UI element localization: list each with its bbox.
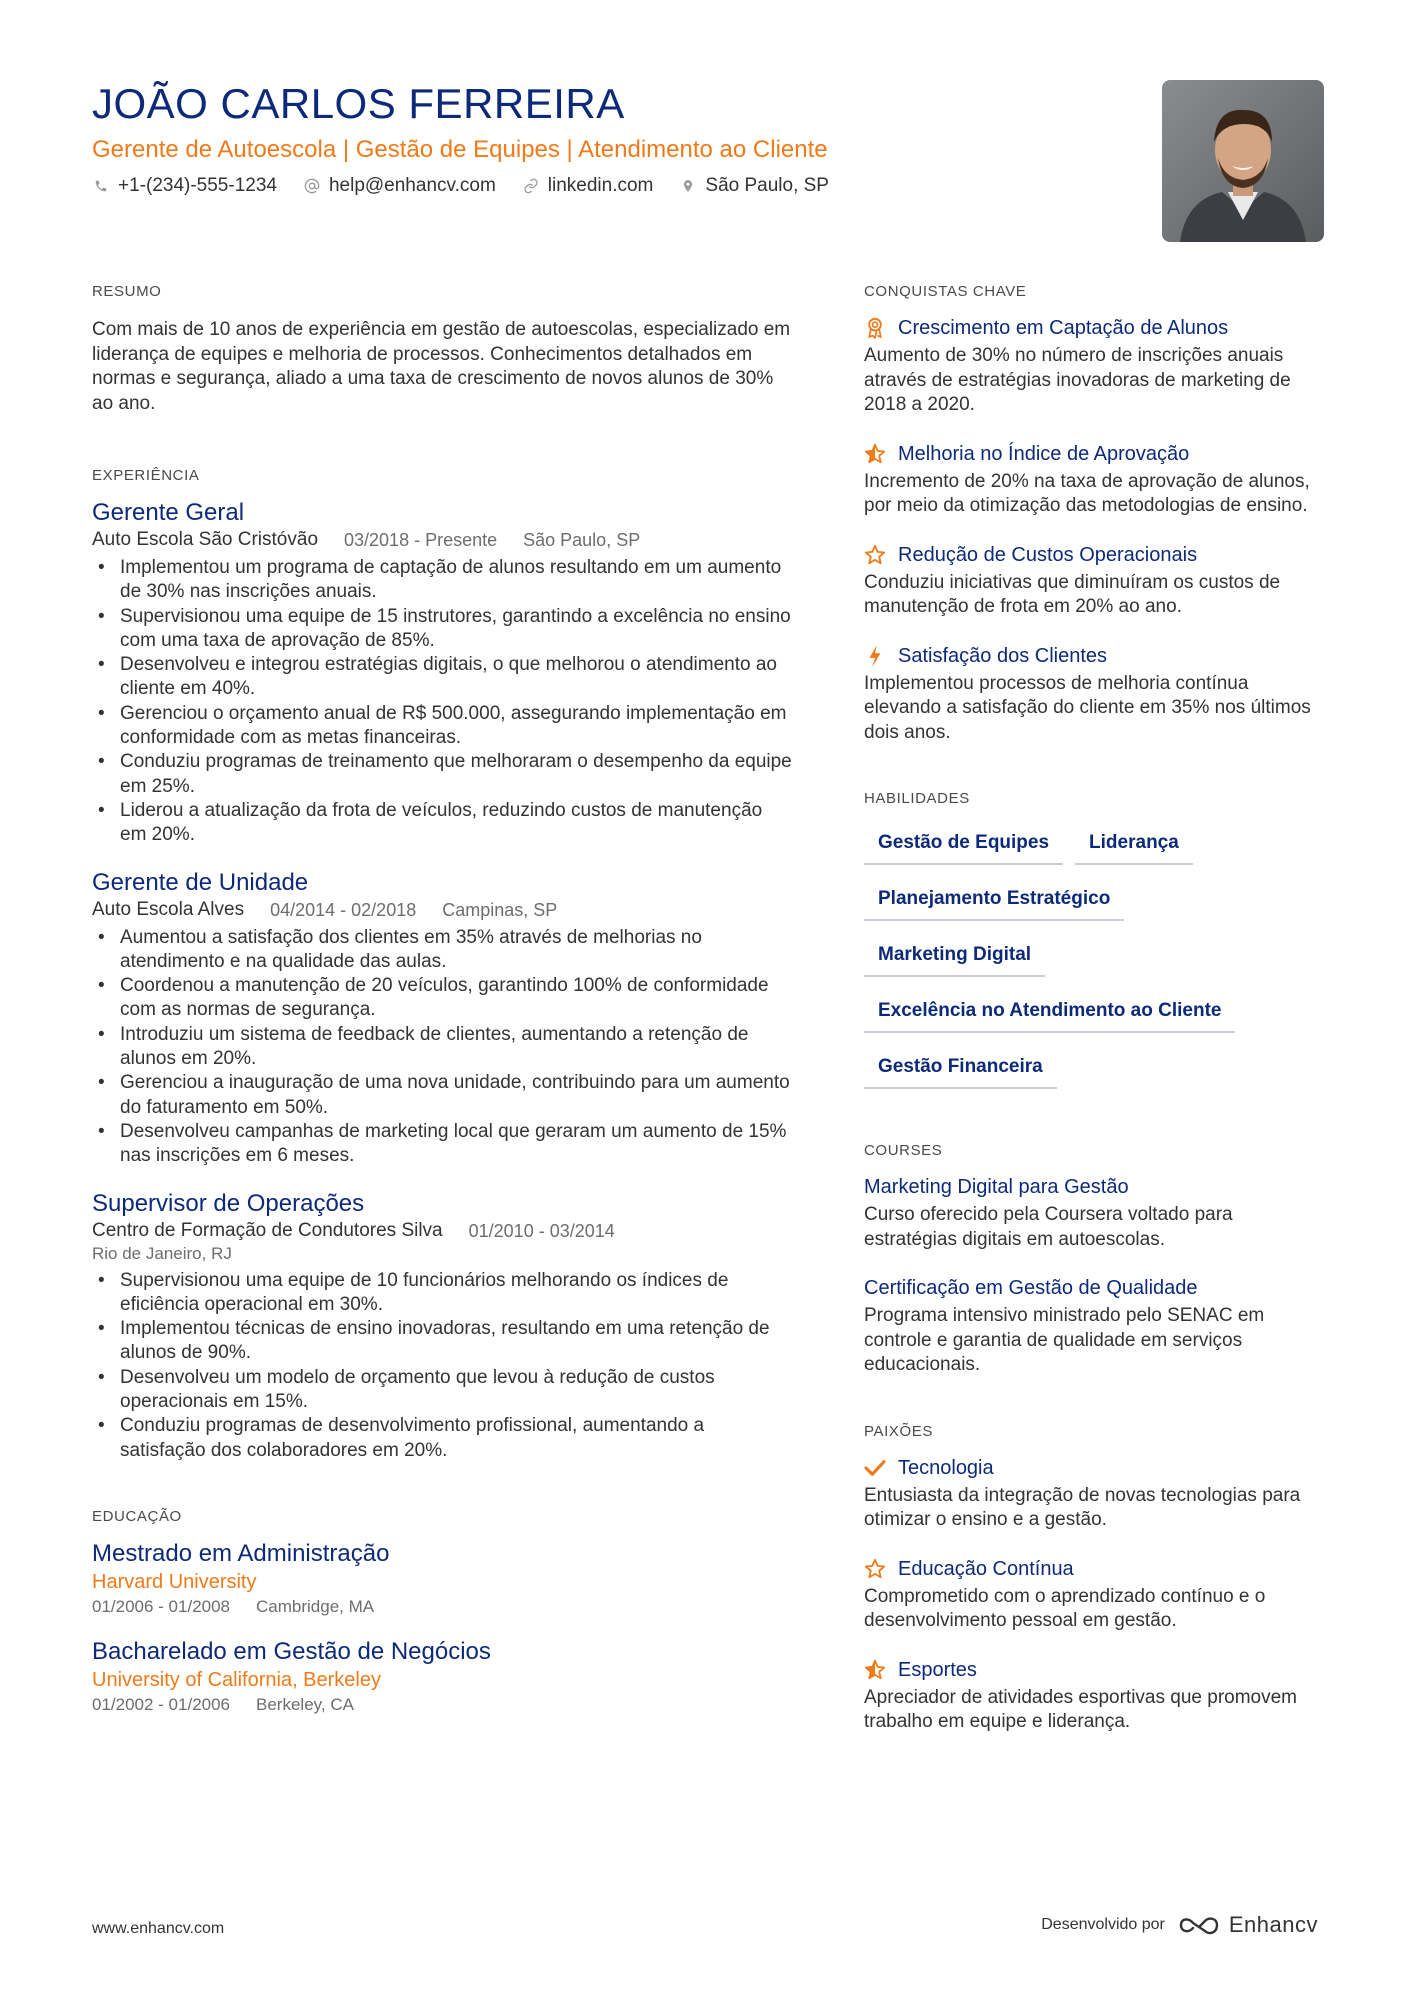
job-title: Gerente Geral [92, 499, 245, 526]
contact-email-text: help@enhancv.com [328, 175, 496, 196]
passion-title: Tecnologia [898, 1456, 994, 1479]
education-dates: 01/2002 - 01/2006 [92, 1694, 231, 1714]
education-section [92, 1507, 792, 1717]
education-heading: EDUCAÇÃO [92, 1507, 182, 1525]
courses-section [864, 1141, 1324, 1378]
contact-phone-text: +1-(234)-555-1234 [118, 175, 277, 196]
experience-item [92, 498, 792, 848]
course-title: Marketing Digital para Gestão [864, 1176, 1129, 1198]
achievements-heading: CONQUISTAS CHAVE [864, 283, 1027, 300]
experience-item [92, 1189, 792, 1463]
skills-heading: HABILIDADES [864, 790, 970, 807]
passion-item [864, 1454, 1324, 1533]
contact-location-text: São Paulo, SP [705, 175, 829, 196]
course-item [864, 1274, 1324, 1378]
contact-bar [92, 174, 1152, 198]
skill-tag: Marketing Digital [864, 933, 1045, 977]
job-bullet: • Supervisionou uma equipe de 15 instrutores, garantindo a excelência no ensino com uma taxa de aprovação de 85%. [92, 605, 792, 654]
job-dates: 03/2018 - Presente [344, 530, 498, 550]
job-bullet: • Implementou um programa de captação de alunos resultando em um aumento de 30% nas inscrições anuais. [92, 556, 792, 605]
achievement-head [864, 440, 1324, 468]
skill-tag: Gestão de Equipes [864, 821, 1063, 865]
passion-desc: Comprometido com o aprendizado contínuo e o desenvolvimento pessoal em gestão. [864, 1585, 1266, 1631]
job-company: Auto Escola Alves [92, 898, 245, 920]
passion-head [864, 1454, 1324, 1482]
job-bullet: • Implementou técnicas de ensino inovadoras, resultando em uma retenção de alunos de 90%. [92, 1317, 792, 1366]
experience-heading: EXPERIÊNCIA [92, 467, 200, 484]
passion-item [864, 1555, 1324, 1634]
achievement-desc: Implementou processos de melhoria contínua elevando a satisfação do cliente em 35% nos últimos dois anos. [864, 672, 1311, 743]
achievement-head [864, 541, 1324, 569]
education-item [92, 1539, 792, 1619]
contact-email[interactable] [303, 174, 496, 198]
check-icon [864, 1457, 886, 1479]
right-column [864, 282, 1324, 1735]
achievement-desc: Aumento de 30% no número de inscrições anuais através de estratégias inovadoras de marketing de 2018 a 2020. [864, 345, 1291, 415]
job-dates: 01/2010 - 03/2014 [468, 1220, 615, 1241]
education-meta [92, 1693, 792, 1717]
education-location: Cambridge, MA [256, 1596, 375, 1616]
course-desc: Programa intensivo ministrado pelo SENAC em controle e garantia de qualidade em serviços educacionais. [864, 1305, 1265, 1375]
resume-header [92, 78, 1152, 198]
candidate-name: JOÃO CARLOS FERREIRA [92, 80, 625, 127]
education-degree: Bacharelado em Gestão de Negócios [92, 1637, 491, 1665]
job-bullets [92, 926, 792, 1169]
job-bullet: • Desenvolveu campanhas de marketing local que geraram um aumento de 15% nas inscrições em 6 meses. [92, 1120, 792, 1169]
passion-desc: Apreciador de atividades esportivas que promovem trabalho em equipe e liderança. [864, 1686, 1298, 1732]
job-bullet: • Introduziu um sistema de feedback de clientes, aumentando a retenção de alunos em 20%. [92, 1023, 792, 1072]
passion-desc: Entusiasta da integração de novas tecnologias para otimizar o ensino e a gestão. [864, 1484, 1301, 1530]
passion-item [864, 1656, 1324, 1735]
skill-tag: Excelência no Atendimento ao Cliente [864, 989, 1235, 1033]
job-location: São Paulo, SP [523, 530, 641, 550]
job-title: Supervisor de Operações [92, 1189, 365, 1217]
education-degree: Mestrado em Administração [92, 1539, 390, 1567]
passion-title: Esportes [898, 1658, 977, 1681]
summary-section [92, 282, 792, 416]
passions-section [864, 1422, 1324, 1735]
footer-branding [1041, 1912, 1318, 1938]
at-icon [303, 177, 321, 195]
job-company: Centro de Formação de Condutores Silva [92, 1219, 443, 1241]
courses-heading: COURSES [864, 1142, 943, 1159]
skills-list [864, 821, 1324, 1101]
job-meta [92, 898, 792, 922]
achievement-desc: Conduziu iniciativas que diminuíram os custos de manutenção de frota em 20% ao ano. [864, 571, 1281, 617]
left-column [92, 282, 792, 1717]
footer-powered-by: Desenvolvido por [1041, 1916, 1165, 1933]
education-school: University of California, Berkeley [92, 1668, 381, 1691]
job-location: Campinas, SP [442, 899, 558, 920]
footer-website[interactable]: www.enhancv.com [92, 1920, 225, 1937]
skills-section [864, 789, 1324, 1101]
course-item [864, 1173, 1324, 1252]
skill-tag: Planejamento Estratégico [864, 877, 1124, 921]
summary-text: Com mais de 10 anos de experiência em gestão de autoescolas, especializado em liderança de equipes e melhoria de processos. Conhecimentos detalhados em normas e segurança, aliado a uma taxa de crescimento de novos alunos de 30% ao ano. [92, 319, 791, 414]
achievement-desc: Incremento de 20% na taxa de aprovação de alunos, por meio da otimização das metodologias de ensino. [864, 470, 1310, 516]
experience-item [92, 868, 792, 1169]
achievement-item [864, 440, 1324, 519]
profile-photo [1162, 80, 1324, 242]
skill-tag: Gestão Financeira [864, 1045, 1057, 1089]
achievement-head [864, 642, 1324, 670]
candidate-headline: Gerente de Autoescola | Gestão de Equipes | Atendimento ao Cliente [92, 136, 828, 163]
summary-heading: RESUMO [92, 283, 162, 300]
job-bullet: • Gerenciou a inauguração de uma nova unidade, contribuindo para um aumento do faturamento em 50%. [92, 1071, 792, 1120]
contact-linkedin[interactable] [522, 174, 654, 198]
job-bullet: • Aumentou a satisfação dos clientes em 35% através de melhorias no atendimento e na qualidade das aulas. [92, 926, 792, 975]
lightning-icon [864, 645, 886, 667]
passions-heading: PAIXÕES [864, 1422, 933, 1440]
star-outline-icon [864, 544, 886, 566]
skill-tag: Liderança [1075, 821, 1193, 865]
half-star-icon [864, 1659, 886, 1681]
link-icon [522, 177, 540, 195]
job-bullet: • Gerenciou o orçamento anual de R$ 500.000, assegurando implementação em conformidade com as metas financeiras. [92, 702, 792, 751]
education-school: Harvard University [92, 1570, 257, 1593]
contact-location [679, 174, 829, 198]
enhancv-logo-icon [1177, 1913, 1221, 1937]
achievement-item [864, 642, 1324, 746]
medal-icon [864, 317, 886, 339]
footer-brand: Enhancv [1228, 1912, 1318, 1937]
job-dates: 04/2014 - 02/2018 [270, 899, 417, 920]
job-meta [92, 528, 792, 552]
experience-section [92, 466, 792, 1463]
half-star-icon [864, 443, 886, 465]
passion-title: Educação Contínua [898, 1557, 1074, 1580]
job-bullet: • Liderou a atualização da frota de veículos, reduzindo custos de manutenção em 20%. [92, 799, 792, 848]
job-bullet: • Desenvolveu e integrou estratégias digitais, o que melhorou o atendimento ao cliente em 40%. [92, 653, 792, 702]
job-meta [92, 1219, 792, 1243]
star-outline-icon [864, 1558, 886, 1580]
achievement-title: Crescimento em Captação de Alunos [898, 317, 1229, 339]
contact-phone[interactable] [92, 174, 277, 198]
passion-head [864, 1555, 1324, 1583]
job-bullet: • Desenvolveu um modelo de orçamento que levou à redução de custos operacionais em 15%. [92, 1366, 792, 1415]
course-title: Certificação em Gestão de Qualidade [864, 1277, 1198, 1299]
course-desc: Curso oferecido pela Coursera voltado para estratégias digitais em autoescolas. [864, 1204, 1233, 1250]
achievements-section [864, 282, 1324, 745]
job-bullets [92, 1269, 792, 1463]
education-meta [92, 1595, 792, 1619]
achievement-title: Melhoria no Índice de Aprovação [898, 442, 1190, 465]
job-bullet: • Conduziu programas de treinamento que melhoraram o desempenho da equipe em 25%. [92, 750, 792, 799]
achievement-item [864, 541, 1324, 620]
phone-icon [92, 177, 110, 195]
achievement-item [864, 314, 1324, 418]
job-bullet: • Conduziu programas de desenvolvimento profissional, aumentando a satisfação dos colaboradores em 20%. [92, 1414, 792, 1463]
job-company: Auto Escola São Cristóvão [92, 529, 319, 550]
job-bullet: • Coordenou a manutenção de 20 veículos, garantindo 100% de conformidade com as normas de segurança. [92, 974, 792, 1023]
job-bullet: • Supervisionou uma equipe de 10 funcionários melhorando os índices de eficiência operacional em 30%. [92, 1269, 792, 1318]
passion-head [864, 1656, 1324, 1684]
contact-linkedin-text: linkedin.com [547, 175, 654, 196]
achievement-title: Redução de Custos Operacionais [898, 543, 1198, 566]
education-dates: 01/2006 - 01/2008 [92, 1596, 231, 1616]
job-title: Gerente de Unidade [92, 868, 309, 896]
education-item [92, 1637, 792, 1717]
job-location: Rio de Janeiro, RJ [92, 1243, 232, 1263]
job-bullets [92, 556, 792, 848]
location-icon [679, 177, 697, 195]
education-location: Berkeley, CA [256, 1694, 354, 1714]
achievement-head [864, 314, 1324, 342]
achievement-title: Satisfação dos Clientes [898, 644, 1108, 667]
